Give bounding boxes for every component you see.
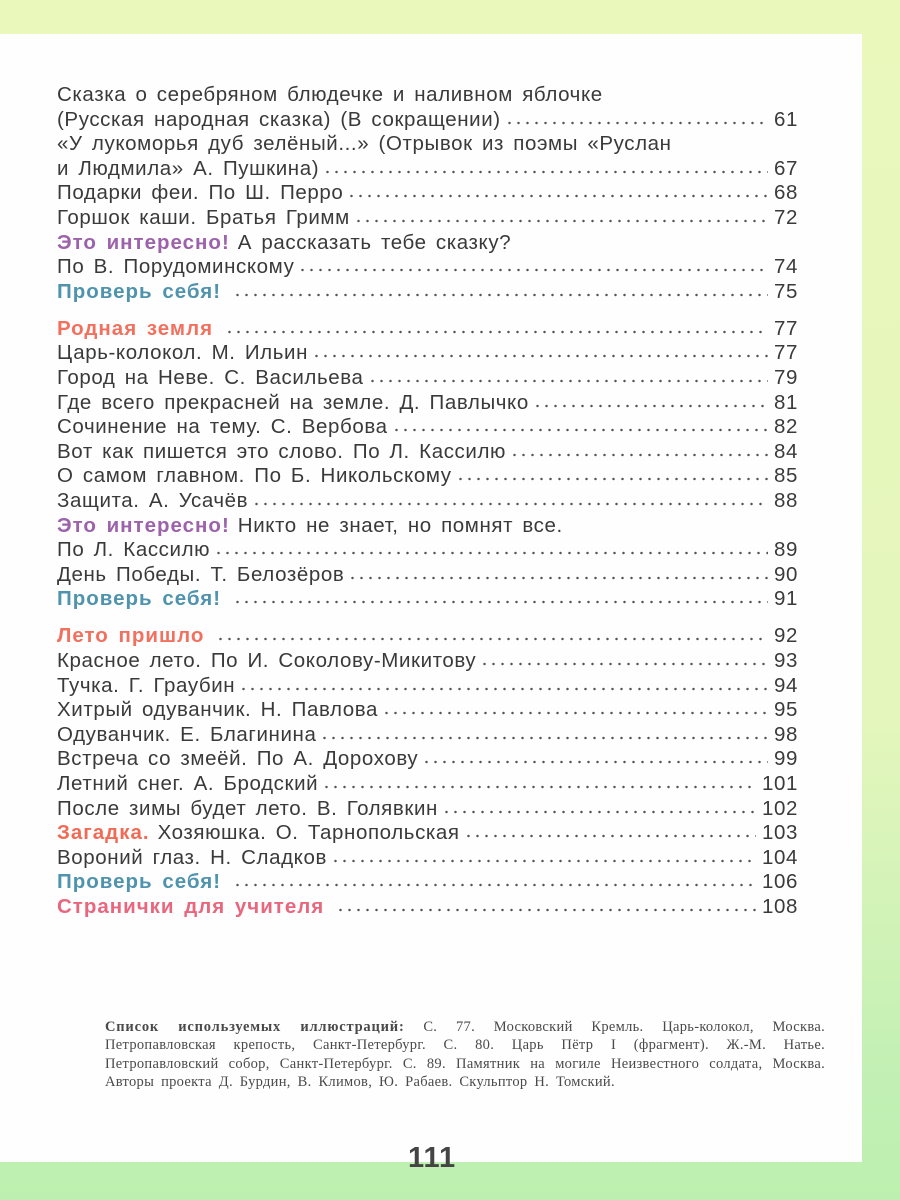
toc-entry [57, 181, 798, 206]
toc-entry-heading: Странички для учителя [57, 895, 325, 918]
toc-entry-page: 84 [773, 439, 798, 463]
toc-entry-page: 103 [761, 821, 798, 845]
toc-entry [57, 280, 798, 305]
dot-leader [442, 809, 756, 815]
toc-entry-heading: Родная земля [57, 316, 214, 340]
toc-entry [57, 391, 798, 416]
toc-entry [57, 366, 798, 391]
toc-entry-title: После зимы будет лето. В. Голявкин [57, 796, 438, 820]
toc-entry-page: 106 [761, 870, 798, 894]
toc-entry-title: Город на Неве. С. Васильева [57, 366, 364, 390]
dot-leader [510, 452, 768, 458]
toc-entry-page: 90 [773, 562, 798, 586]
dot-leader [233, 599, 768, 605]
toc-entry-page: 99 [773, 747, 798, 771]
toc-entry-title: Царь-колокол. М. Ильин [57, 341, 308, 365]
page-number: 111 [408, 1142, 457, 1174]
dot-leader [312, 353, 768, 359]
table-of-contents [57, 83, 798, 920]
dot-leader [239, 686, 768, 692]
dot-leader [347, 193, 768, 199]
toc-entry [57, 489, 798, 514]
toc-entry-page: 98 [773, 722, 798, 746]
toc-entry-page: 75 [773, 279, 798, 303]
toc-entry [57, 797, 798, 822]
toc-entry [57, 772, 798, 797]
toc-entry [57, 255, 798, 280]
toc-entry [57, 870, 798, 895]
dot-leader [354, 218, 768, 224]
toc-entry [57, 132, 798, 157]
toc-entry-page: 92 [773, 624, 798, 648]
dot-leader [331, 858, 756, 864]
toc-entry-title: Сказка о серебряном блюдечке и наливном яблочке [57, 83, 603, 106]
toc-entry-page: 88 [773, 489, 798, 512]
toc-entry-page: 91 [773, 587, 798, 611]
toc-entry [57, 415, 798, 440]
dot-leader [233, 292, 768, 298]
toc-entry-page: 85 [773, 464, 798, 488]
dot-leader [422, 759, 768, 765]
toc-entry [57, 464, 798, 489]
toc-entry-page: 82 [773, 415, 798, 439]
toc-entry-title: Хитрый одуванчик. Н. Павлова [57, 698, 379, 722]
toc-entry [57, 895, 798, 920]
toc-entry-title: Хозяюшка. О. Тарнопольская [157, 821, 460, 845]
toc-entry [57, 514, 798, 539]
toc-entry-heading: Это интересно! [57, 513, 230, 537]
toc-entry [57, 563, 798, 588]
toc-entry-page: 104 [761, 845, 798, 869]
toc-entry-title: Тучка. Г. Граубин [57, 673, 236, 697]
illustrations-credits [105, 1018, 825, 1091]
toc-entry-page: 95 [773, 698, 798, 722]
dot-leader [233, 882, 756, 888]
dot-leader [322, 784, 756, 790]
toc-entry-title: Летний снег. А. Бродский [57, 772, 319, 796]
dot-leader [216, 636, 768, 642]
toc-entry [57, 341, 798, 366]
toc-entry-title: и Людмила» А. Пушкина) [57, 156, 320, 180]
dot-leader [336, 907, 756, 913]
dot-leader [464, 833, 756, 839]
toc-entry-heading: Лето пришло [57, 624, 205, 648]
toc-entry-title: Сочинение на тему. С. Вербова [57, 415, 388, 439]
toc-entry-heading: Проверь себя! [57, 870, 222, 894]
dot-leader [225, 329, 768, 335]
toc-entry-page: 94 [773, 673, 798, 697]
dot-leader [214, 550, 768, 556]
dot-leader [298, 267, 768, 273]
credits-label: Список используемых иллюстраций: [105, 1019, 405, 1035]
toc-entry-title: Никто не знает, но помнят все. [237, 513, 563, 537]
dot-leader [533, 403, 768, 409]
dot-leader [456, 476, 768, 482]
dot-leader [320, 735, 768, 741]
toc-entry-page: 72 [773, 205, 798, 229]
toc-entry [57, 698, 798, 723]
toc-entry [57, 587, 798, 612]
toc-entry-page: 74 [773, 255, 798, 279]
toc-entry-title: По В. Порудоминскому [57, 255, 295, 279]
toc-entry [57, 723, 798, 748]
toc-entry-page: 77 [773, 316, 798, 340]
toc-entry-page: 67 [773, 156, 798, 180]
toc-entry-title: Одуванчик. Е. Благинина [57, 722, 317, 746]
toc-entry-title: Красное лето. По И. Соколову-Микитову [57, 649, 477, 673]
toc-entry-heading: Загадка. [57, 821, 150, 845]
credits-text: С. 77. Московский Кремль. Царь-колокол, Москва. Петропавловская крепость, Санкт-Петербург. С. 80. Царь Пётр I (фрагмент). Ж.-М. Натье. Петропавловский собор, Санкт-Петербург. С. 89. Памятник на могиле Неизвестного солдата, Москва. Авторы проекта Д. Бурдин, В. Климов, Ю. Рабаев. Скульптор Н. Томский. [105, 1019, 825, 1090]
toc-entry-title: Встреча со змеёй. По А. Дорохову [57, 747, 419, 771]
toc-entry-heading: Это интересно! [57, 230, 230, 254]
dot-leader [480, 661, 768, 667]
toc-entry [57, 538, 798, 563]
toc-entry [57, 108, 798, 133]
toc-entry-title: День Победы. Т. Белозёров [57, 562, 345, 586]
toc-entry-heading: Проверь себя! [57, 587, 222, 611]
toc-entry [57, 206, 798, 231]
dot-leader [323, 169, 768, 175]
toc-entry-page: 81 [773, 390, 798, 414]
toc-entry-title: Горшок каши. Братья Гримм [57, 205, 350, 229]
toc-entry-page: 77 [773, 341, 798, 365]
toc-entry [57, 624, 798, 649]
toc-entry-heading: Проверь себя! [57, 279, 222, 303]
dot-leader [252, 501, 768, 507]
dot-leader [368, 378, 768, 384]
toc-entry-title: Подарки феи. По Ш. Перро [57, 181, 344, 205]
toc-entry [57, 157, 798, 182]
toc-entry-title: По Л. Кассилю [57, 538, 211, 562]
toc-entry-title: Защита. А. Усачёв [57, 489, 249, 512]
toc-entry [57, 747, 798, 772]
toc-entry [57, 674, 798, 699]
toc-entry [57, 649, 798, 674]
toc-entry-title: Где всего прекрасней на земле. Д. Павлычко [57, 390, 529, 414]
toc-entry-page: 89 [773, 538, 798, 562]
toc-entry-title: (Русская народная сказка) (В сокращении) [57, 107, 501, 131]
toc-entry-page: 102 [761, 796, 798, 820]
toc-entry-page: 108 [761, 895, 798, 918]
toc-entry [57, 231, 798, 256]
toc-entry-page: 79 [773, 366, 798, 390]
dot-leader [392, 427, 768, 433]
toc-entry-title: О самом главном. По Б. Никольскому [57, 464, 452, 488]
toc-entry-title: «У лукоморья дуб зелёный...» (Отрывок из поэмы «Руслан [57, 132, 672, 156]
toc-entry-page: 68 [773, 181, 798, 205]
toc-entry [57, 846, 798, 871]
toc-entry [57, 821, 798, 846]
toc-entry-page: 93 [773, 649, 798, 673]
toc-entry-title: Вороний глаз. Н. Сладков [57, 845, 327, 869]
toc-entry-title: А рассказать тебе сказку? [237, 230, 512, 254]
dot-leader [348, 575, 768, 581]
dot-leader [382, 710, 768, 716]
toc-entry [57, 440, 798, 465]
toc-entry [57, 317, 798, 342]
toc-entry-title: Вот как пишется это слово. По Л. Кассилю [57, 439, 506, 463]
toc-entry-page: 101 [761, 772, 798, 796]
toc-entry [57, 83, 798, 108]
dot-leader [505, 120, 768, 126]
toc-entry-page: 61 [773, 107, 798, 131]
